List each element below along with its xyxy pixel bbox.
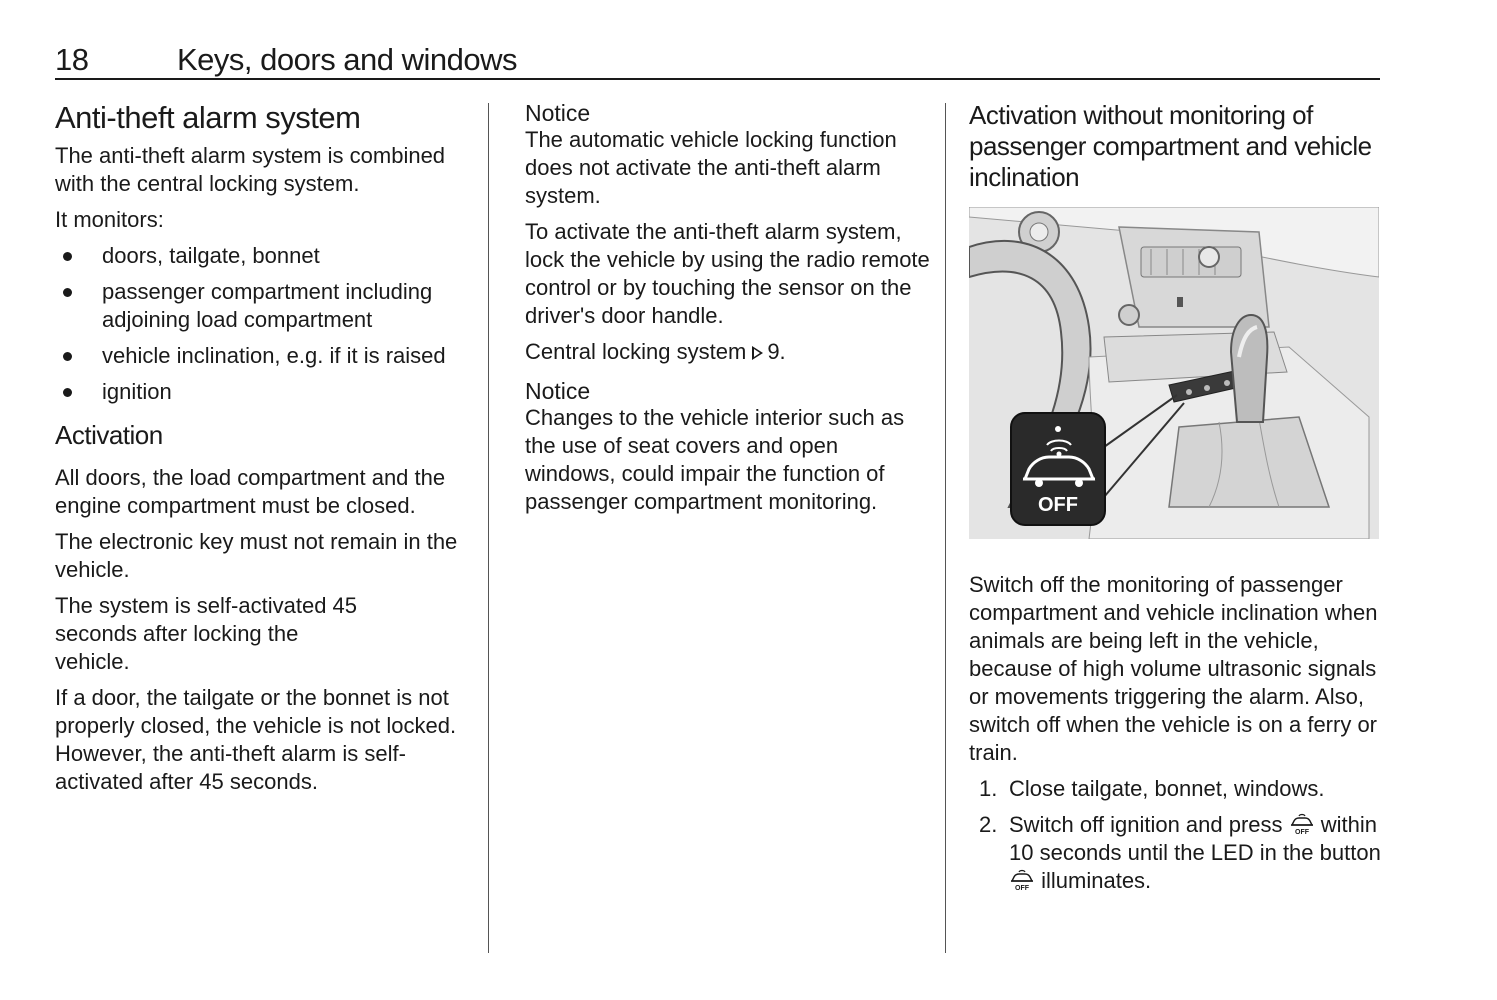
page-number: 18	[55, 42, 89, 77]
cross-reference	[525, 338, 930, 366]
svg-text:OFF: OFF	[1294, 829, 1309, 836]
intro-paragraph: The anti-theft alarm system is combined with the central locking system.	[55, 143, 446, 196]
bullet-icon	[63, 352, 72, 361]
activation-paragraph: If a door, the tailgate or the bonnet is not properly closed, the vehicle is not locked. However, the anti-theft alarm is self-activated after 45 seconds.	[55, 685, 457, 794]
activation-paragraph: The electronic key must not remain in the vehicle.	[55, 529, 458, 582]
activation-paragraph: All doors, the load compartment and the engine compartment must be closed.	[55, 465, 446, 518]
column-middle	[525, 100, 930, 524]
notice-text: The automatic vehicle locking function does not activate the anti-theft alarm system.	[525, 127, 897, 208]
chapter-title: Keys, doors and windows	[177, 42, 518, 77]
bullet-icon	[63, 288, 72, 297]
svg-text:OFF: OFF	[1015, 885, 1029, 892]
page-reference-arrow-icon	[752, 346, 763, 360]
instruction-paragraph: Switch off the monitoring of passenger compartment and vehicle inclination when animals are being left in the vehicle, because of high volume ultrasonic signals or movements triggering the alarm. Also, switch off when the vehicle is on a ferry or train.	[969, 572, 1378, 765]
list-item: ignition	[55, 378, 475, 406]
activation-paragraph: The system is self-activated 45 seconds after locking the vehicle.	[55, 593, 358, 674]
bullet-icon	[63, 388, 72, 397]
list-item: passenger compartment including adjoining load compartment	[55, 278, 475, 334]
activation-heading: Activation	[55, 420, 163, 450]
alarm-off-button-icon	[1009, 868, 1035, 892]
center-console-illustration	[969, 207, 1379, 539]
alarm-off-button-icon	[1289, 812, 1315, 836]
bullet-icon	[63, 252, 72, 261]
off-button-label: OFF	[1038, 494, 1078, 516]
column-left	[55, 100, 475, 804]
section-title: Anti-theft alarm system	[55, 100, 361, 135]
notice-text: Changes to the vehicle interior such as the use of seat covers and open windows, could impair the function of passenger compartment monitoring.	[525, 405, 905, 514]
reference-page: 9.	[767, 339, 786, 364]
list-item: 2. Switch off ignition and press OFF within 10 seconds until the LED in the button OFF illuminates.	[979, 812, 1381, 893]
reference-label: Central locking system	[525, 339, 747, 364]
notice-title: Notice	[525, 378, 591, 404]
column-right	[969, 100, 1384, 903]
column-divider	[488, 103, 489, 953]
subsection-heading: Activation without monitoring of passenger compartment and vehicle inclination	[969, 100, 1372, 192]
steps-list	[969, 775, 1384, 895]
page-header	[55, 42, 1380, 80]
column-divider	[945, 103, 946, 953]
notice-title: Notice	[525, 100, 591, 126]
dashboard-illustration	[969, 207, 1379, 539]
monitors-label: It monitors:	[55, 207, 164, 232]
list-item: vehicle inclination, e.g. if it is raised	[55, 342, 475, 370]
list-item: 1. Close tailgate, bonnet, windows.	[979, 776, 1325, 801]
list-item: doors, tailgate, bonnet	[55, 242, 475, 270]
monitors-list	[55, 242, 475, 406]
activate-paragraph: To activate the anti-theft alarm system, lock the vehicle by using the radio remote control or by touching the sensor on the driver's door handle.	[525, 219, 930, 328]
